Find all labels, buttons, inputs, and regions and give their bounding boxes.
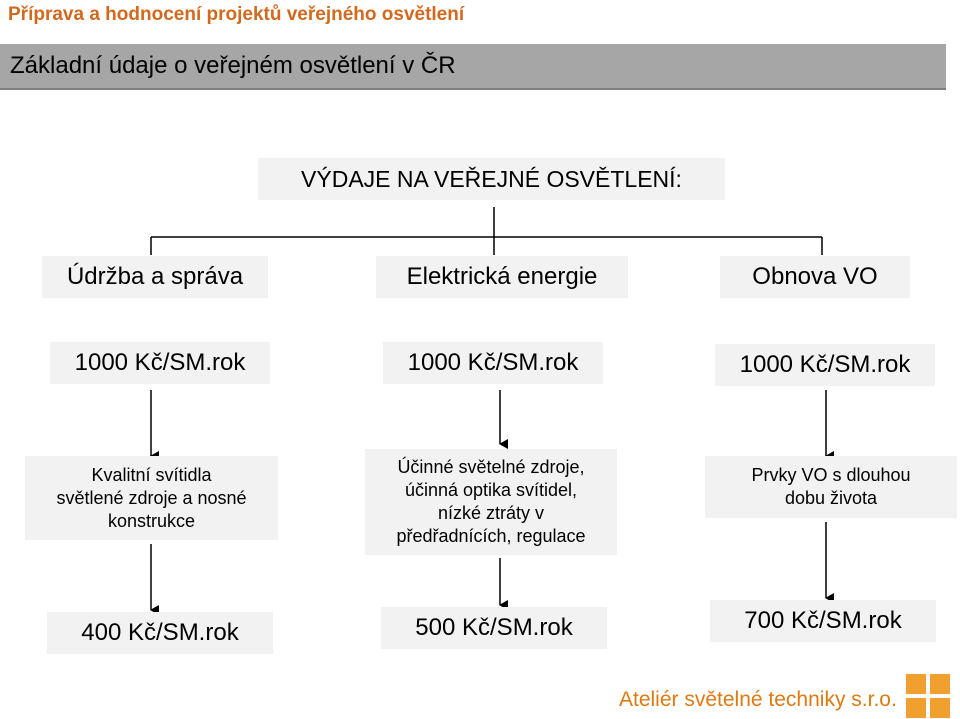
result-box-renewal	[710, 600, 936, 642]
section-title: Základní údaje o veřejném osvětlení v ČR	[10, 52, 456, 79]
category-box-energy	[376, 256, 628, 298]
cost-box-maintenance	[50, 342, 270, 384]
category-label: Údržba a správa	[66, 263, 244, 290]
description-line: předřadnících, regulace	[396, 526, 586, 546]
result-value: 700 Kč/SM.rok	[744, 607, 902, 634]
page-title: Příprava a hodnocení projektů veřejného osvětlení	[8, 4, 465, 25]
cost-value: 1000 Kč/SM.rok	[407, 349, 579, 376]
description-box-maintenance	[25, 456, 278, 540]
description-line: nízké ztráty v	[437, 503, 545, 523]
company-logo-icon	[906, 674, 950, 718]
cost-box-energy	[383, 342, 603, 384]
cost-value: 1000 Kč/SM.rok	[74, 349, 246, 376]
category-label: Elektrická energie	[406, 263, 598, 290]
category-box-renewal	[720, 256, 910, 298]
category-label: Obnova VO	[752, 263, 878, 290]
cost-box-renewal	[715, 344, 935, 386]
result-value: 500 Kč/SM.rok	[415, 614, 573, 641]
description-line: Kvalitní svítidla	[91, 464, 212, 485]
description-line: Účinné světelné zdroje,	[397, 457, 585, 477]
result-value: 400 Kč/SM.rok	[81, 619, 239, 646]
description-line: účinná optika svítidel,	[404, 480, 578, 500]
description-line: Prvky VO s dlouhou	[751, 465, 911, 485]
cost-value: 1000 Kč/SM.rok	[739, 351, 911, 378]
description-line: dobu života	[784, 488, 878, 508]
footer-company-name: Ateliér světelné techniky s.r.o.	[619, 688, 897, 711]
description-line: konstrukce	[107, 510, 196, 531]
result-box-energy	[381, 607, 607, 649]
root-label: VÝDAJE NA VEŘEJNÉ OSVĚTLENÍ:	[301, 165, 682, 192]
root-box	[258, 158, 725, 200]
description-box-energy	[365, 449, 617, 555]
category-box-maintenance	[42, 256, 268, 298]
result-box-maintenance	[47, 612, 273, 654]
description-line: světlené zdroje a nosné	[56, 487, 247, 508]
description-box-renewal	[705, 456, 957, 518]
